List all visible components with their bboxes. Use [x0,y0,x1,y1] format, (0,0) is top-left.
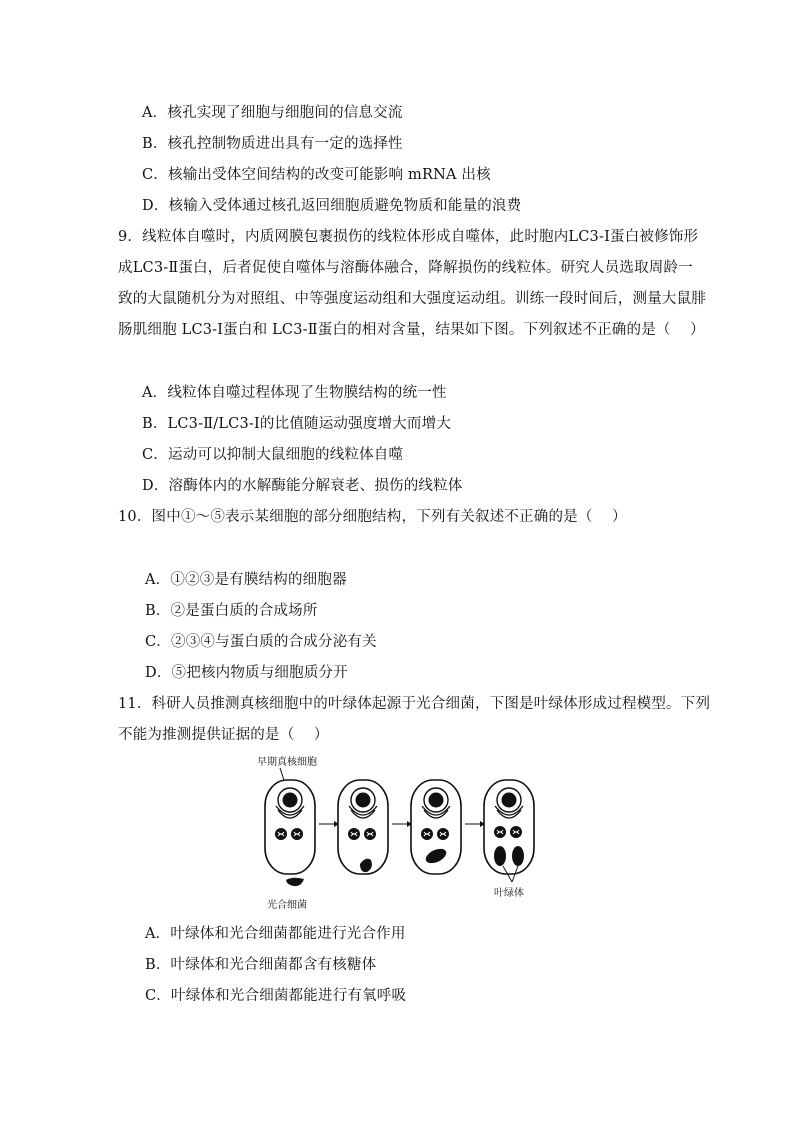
label-early-eukaryote: 早期真核细胞 [257,757,317,768]
q8-option-a: A．核孔实现了细胞与细胞间的信息交流 [142,105,403,121]
q10-option-b: B．②是蛋白质的合成场所 [145,603,318,619]
q8-option-b: B．核孔控制物质进出具有一定的选择性 [142,136,403,152]
chloroplast-origin-figure [250,752,560,912]
q10-option-a: A．①②③是有膜结构的细胞器 [145,572,347,588]
q10-option-d: D．⑤把核内物质与细胞质分开 [145,665,348,681]
cell-stage-2 [338,780,388,874]
q9-option-d: D．溶酶体内的水解酶能分解衰老、损伤的线粒体 [142,478,463,494]
q9-stem-line-2: 成LC3-Ⅱ蛋白，后者促使自噬体与溶酶体融合，降解损伤的线粒体。研究人员选取周龄一 [118,260,693,276]
q9-stem-line-4: 肠肌细胞 LC3-Ⅰ蛋白和 LC3-Ⅱ蛋白的相对含量，结果如下图。下列叙述不正确的是（ ） [118,322,705,338]
q9-stem-line-3: 致的大鼠随机分为对照组、中等强度运动组和大强度运动组。训练一段时间后，测量大鼠腓 [118,291,706,307]
q11-option-b: B．叶绿体和光合细菌都含有核糖体 [145,957,377,973]
q8-option-d: D．核输入受体通过核孔返回细胞质避免物质和能量的浪费 [142,198,522,214]
cell-stage-1 [265,780,315,874]
cell-stage-4 [484,780,534,874]
label-chloroplast: 叶绿体 [494,888,524,899]
q10-option-c: C．②③④与蛋白质的合成分泌有关 [145,634,377,650]
q9-option-c: C．运动可以抑制大鼠细胞的线粒体自噬 [142,447,404,463]
cell-stage-3 [411,780,461,874]
photosynthetic-bacterium-shape [286,878,304,886]
q8-option-c: C．核输出受体空间结构的改变可能影响 mRNA 出核 [142,167,491,183]
q11-stem-line-1: 11．科研人员推测真核细胞中的叶绿体起源于光合细菌，下图是叶绿体形成过程模型。下列 [118,696,711,712]
q9-stem-line-1: 9．线粒体自噬时，内质网膜包裹损伤的线粒体形成自噬体，此时胞内LC3-Ⅰ蛋白被修饰形 [118,229,699,245]
q9-option-b: B．LC3-Ⅱ/LC3-Ⅰ的比值随运动强度增大而增大 [142,416,452,432]
label-photosynthetic-bacterium: 光合细菌 [267,900,307,911]
q11-option-c: C．叶绿体和光合细菌都能进行有氧呼吸 [145,988,407,1004]
q9-option-a: A．线粒体自噬过程体现了生物膜结构的统一性 [142,385,447,401]
q10-stem: 10．图中①～⑤表示某细胞的部分细胞结构，下列有关叙述不正确的是（ ） [118,509,627,525]
q11-option-a: A．叶绿体和光合细菌都能进行光合作用 [145,926,406,942]
q11-stem-line-2: 不能为推测提供证据的是（ ） [118,727,329,743]
